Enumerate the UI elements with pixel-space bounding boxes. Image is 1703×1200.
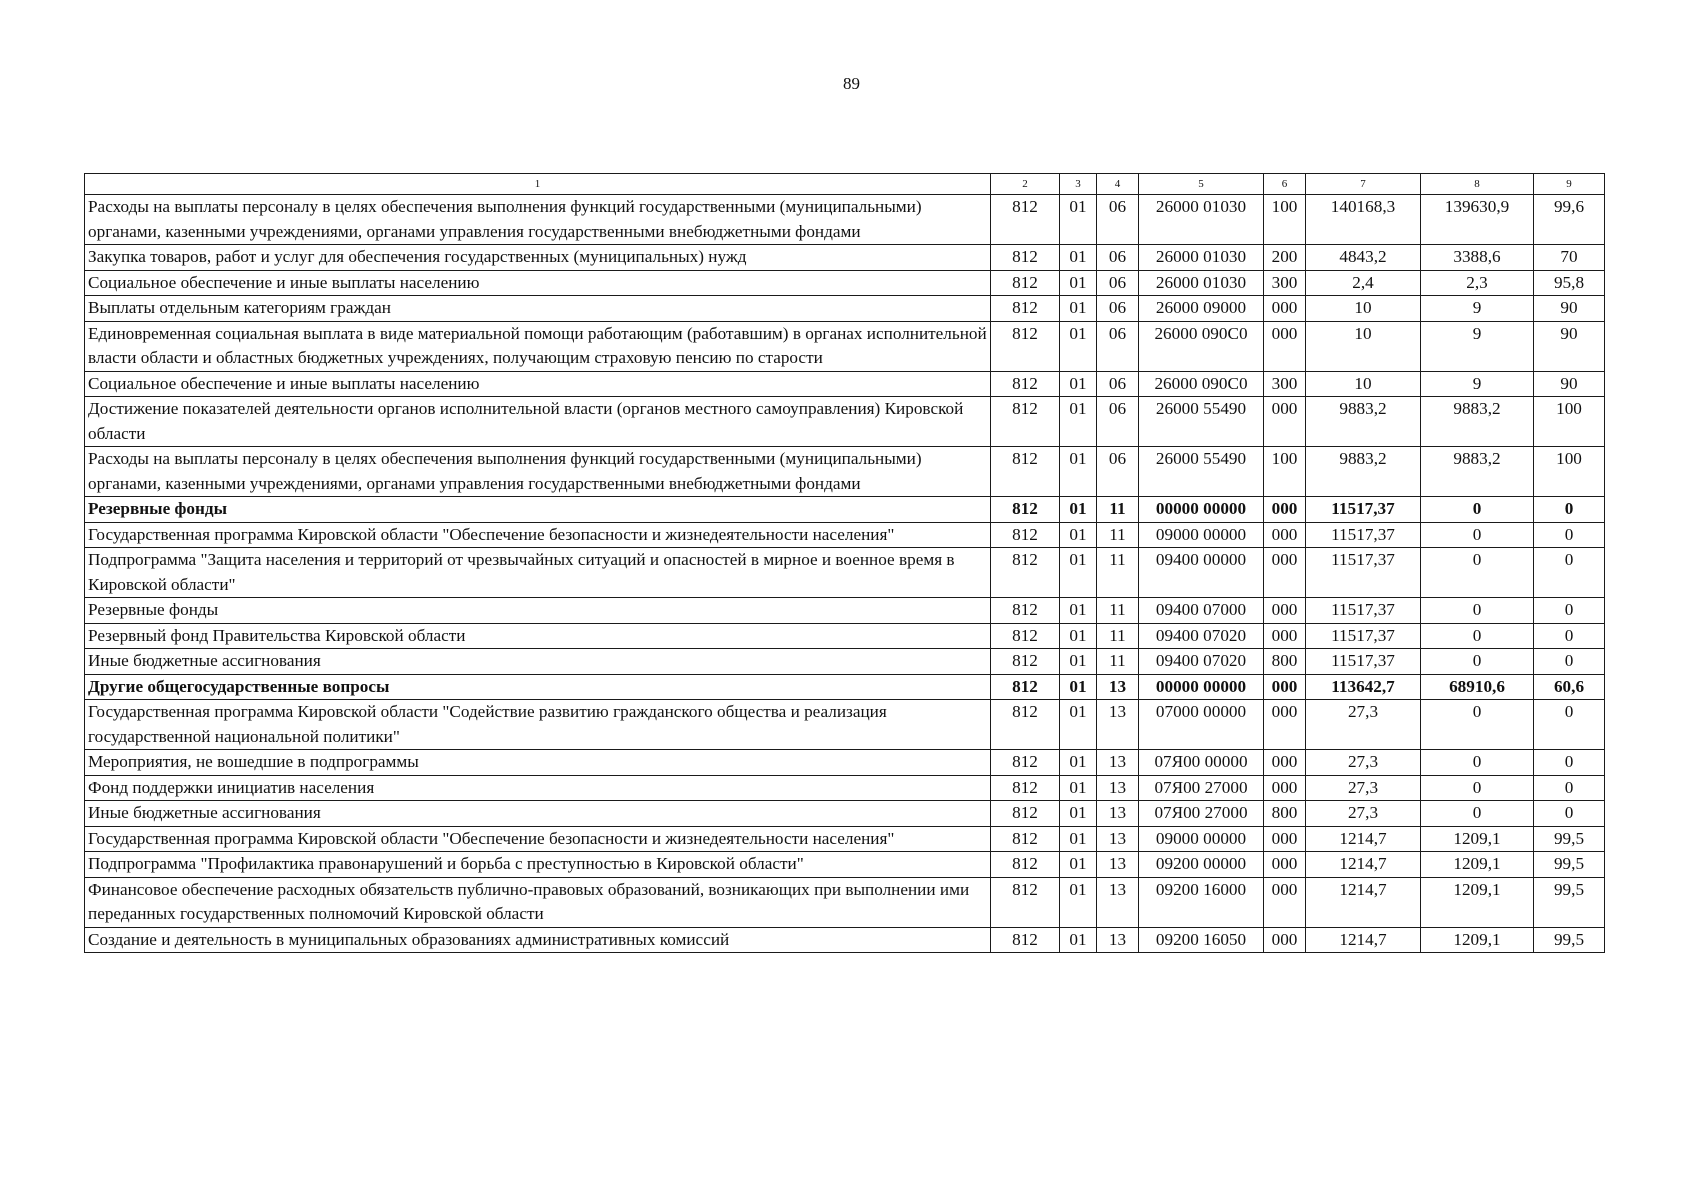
code-gr-cell: 812 bbox=[991, 296, 1060, 322]
row-name-cell: Государственная программа Кировской области "Обеспечение безопасности и жизнедеятельности населения" bbox=[85, 522, 991, 548]
code-vr-cell: 000 bbox=[1264, 497, 1306, 523]
plan-amount-cell: 10 bbox=[1306, 321, 1421, 371]
header-cell: 2 bbox=[991, 174, 1060, 195]
row-name-cell: Единовременная социальная выплата в виде материальной помощи работающим (работавшим) в органах исполнительной власти области и областных бюджетных учреждениях, получающим страховую пенсию по старости bbox=[85, 321, 991, 371]
code-vr-cell: 200 bbox=[1264, 245, 1306, 271]
plan-amount-cell: 27,3 bbox=[1306, 801, 1421, 827]
code-gr-cell: 812 bbox=[991, 623, 1060, 649]
code-vr-cell: 000 bbox=[1264, 548, 1306, 598]
percent-cell: 95,8 bbox=[1534, 270, 1605, 296]
plan-amount-cell: 11517,37 bbox=[1306, 497, 1421, 523]
code-gr-cell: 812 bbox=[991, 321, 1060, 371]
code-gr-cell: 812 bbox=[991, 548, 1060, 598]
code-pr-cell: 06 bbox=[1097, 321, 1139, 371]
code-csr-cell: 00000 00000 bbox=[1139, 674, 1264, 700]
actual-amount-cell: 9883,2 bbox=[1421, 447, 1534, 497]
code-gr-cell: 812 bbox=[991, 775, 1060, 801]
code-csr-cell: 26000 01030 bbox=[1139, 195, 1264, 245]
code-pr-cell: 06 bbox=[1097, 245, 1139, 271]
code-rz-cell: 01 bbox=[1060, 548, 1097, 598]
table-row bbox=[85, 522, 1605, 548]
code-rz-cell: 01 bbox=[1060, 371, 1097, 397]
code-rz-cell: 01 bbox=[1060, 649, 1097, 675]
percent-cell: 0 bbox=[1534, 623, 1605, 649]
row-name-cell: Создание и деятельность в муниципальных образованиях административных комиссий bbox=[85, 927, 991, 953]
table-row bbox=[85, 927, 1605, 953]
header-cell: 1 bbox=[85, 174, 991, 195]
plan-amount-cell: 11517,37 bbox=[1306, 598, 1421, 624]
plan-amount-cell: 2,4 bbox=[1306, 270, 1421, 296]
code-csr-cell: 09400 07020 bbox=[1139, 623, 1264, 649]
code-rz-cell: 01 bbox=[1060, 195, 1097, 245]
code-csr-cell: 07Я00 00000 bbox=[1139, 750, 1264, 776]
code-gr-cell: 812 bbox=[991, 927, 1060, 953]
table-row bbox=[85, 700, 1605, 750]
code-csr-cell: 26000 01030 bbox=[1139, 270, 1264, 296]
code-gr-cell: 812 bbox=[991, 245, 1060, 271]
code-gr-cell: 812 bbox=[991, 877, 1060, 927]
code-pr-cell: 11 bbox=[1097, 548, 1139, 598]
code-rz-cell: 01 bbox=[1060, 927, 1097, 953]
code-vr-cell: 000 bbox=[1264, 522, 1306, 548]
plan-amount-cell: 10 bbox=[1306, 371, 1421, 397]
code-rz-cell: 01 bbox=[1060, 296, 1097, 322]
table-row bbox=[85, 649, 1605, 675]
table-row bbox=[85, 270, 1605, 296]
code-rz-cell: 01 bbox=[1060, 700, 1097, 750]
row-name-cell: Расходы на выплаты персоналу в целях обеспечения выполнения функций государственными (муниципальными) органами, казенными учреждениями, органами управления государственными внебюджетными фондами bbox=[85, 195, 991, 245]
code-rz-cell: 01 bbox=[1060, 598, 1097, 624]
code-pr-cell: 13 bbox=[1097, 801, 1139, 827]
code-pr-cell: 11 bbox=[1097, 623, 1139, 649]
plan-amount-cell: 27,3 bbox=[1306, 750, 1421, 776]
row-name-cell: Подпрограмма "Профилактика правонарушений и борьба с преступностью в Кировской области" bbox=[85, 852, 991, 878]
row-name-cell: Фонд поддержки инициатив населения bbox=[85, 775, 991, 801]
code-rz-cell: 01 bbox=[1060, 245, 1097, 271]
actual-amount-cell: 1209,1 bbox=[1421, 927, 1534, 953]
plan-amount-cell: 11517,37 bbox=[1306, 649, 1421, 675]
table-header-row bbox=[85, 174, 1605, 195]
code-pr-cell: 06 bbox=[1097, 447, 1139, 497]
header-cell: 9 bbox=[1534, 174, 1605, 195]
percent-cell: 60,6 bbox=[1534, 674, 1605, 700]
plan-amount-cell: 113642,7 bbox=[1306, 674, 1421, 700]
table-row bbox=[85, 877, 1605, 927]
code-rz-cell: 01 bbox=[1060, 522, 1097, 548]
actual-amount-cell: 0 bbox=[1421, 623, 1534, 649]
code-vr-cell: 300 bbox=[1264, 270, 1306, 296]
actual-amount-cell: 3388,6 bbox=[1421, 245, 1534, 271]
code-pr-cell: 13 bbox=[1097, 700, 1139, 750]
header-cell: 3 bbox=[1060, 174, 1097, 195]
table-row bbox=[85, 623, 1605, 649]
code-csr-cell: 07Я00 27000 bbox=[1139, 775, 1264, 801]
row-name-cell: Мероприятия, не вошедшие в подпрограммы bbox=[85, 750, 991, 776]
code-rz-cell: 01 bbox=[1060, 623, 1097, 649]
actual-amount-cell: 0 bbox=[1421, 497, 1534, 523]
code-pr-cell: 13 bbox=[1097, 877, 1139, 927]
code-gr-cell: 812 bbox=[991, 497, 1060, 523]
header-cell: 8 bbox=[1421, 174, 1534, 195]
code-vr-cell: 000 bbox=[1264, 852, 1306, 878]
percent-cell: 0 bbox=[1534, 548, 1605, 598]
code-csr-cell: 09400 00000 bbox=[1139, 548, 1264, 598]
actual-amount-cell: 2,3 bbox=[1421, 270, 1534, 296]
code-rz-cell: 01 bbox=[1060, 852, 1097, 878]
code-vr-cell: 000 bbox=[1264, 775, 1306, 801]
code-vr-cell: 000 bbox=[1264, 598, 1306, 624]
plan-amount-cell: 1214,7 bbox=[1306, 852, 1421, 878]
code-gr-cell: 812 bbox=[991, 371, 1060, 397]
plan-amount-cell: 4843,2 bbox=[1306, 245, 1421, 271]
code-gr-cell: 812 bbox=[991, 397, 1060, 447]
actual-amount-cell: 9 bbox=[1421, 371, 1534, 397]
row-name-cell: Достижение показателей деятельности органов исполнительной власти (органов местного самоуправления) Кировской области bbox=[85, 397, 991, 447]
actual-amount-cell: 0 bbox=[1421, 801, 1534, 827]
percent-cell: 0 bbox=[1534, 700, 1605, 750]
code-rz-cell: 01 bbox=[1060, 321, 1097, 371]
table-row bbox=[85, 497, 1605, 523]
page-number: 89 bbox=[843, 74, 860, 93]
code-pr-cell: 11 bbox=[1097, 598, 1139, 624]
code-vr-cell: 800 bbox=[1264, 649, 1306, 675]
percent-cell: 99,5 bbox=[1534, 826, 1605, 852]
code-vr-cell: 000 bbox=[1264, 700, 1306, 750]
code-pr-cell: 06 bbox=[1097, 296, 1139, 322]
code-csr-cell: 09400 07020 bbox=[1139, 649, 1264, 675]
code-csr-cell: 00000 00000 bbox=[1139, 497, 1264, 523]
row-name-cell: Резервный фонд Правительства Кировской области bbox=[85, 623, 991, 649]
plan-amount-cell: 140168,3 bbox=[1306, 195, 1421, 245]
code-csr-cell: 09200 00000 bbox=[1139, 852, 1264, 878]
code-rz-cell: 01 bbox=[1060, 497, 1097, 523]
percent-cell: 90 bbox=[1534, 296, 1605, 322]
code-gr-cell: 812 bbox=[991, 750, 1060, 776]
table-row bbox=[85, 674, 1605, 700]
code-vr-cell: 100 bbox=[1264, 195, 1306, 245]
code-vr-cell: 000 bbox=[1264, 397, 1306, 447]
row-name-cell: Финансовое обеспечение расходных обязательств публично-правовых образований, возникающих при выполнении ими переданных государственных полномочий Кировской области bbox=[85, 877, 991, 927]
code-rz-cell: 01 bbox=[1060, 674, 1097, 700]
actual-amount-cell: 9 bbox=[1421, 296, 1534, 322]
code-csr-cell: 09000 00000 bbox=[1139, 522, 1264, 548]
row-name-cell: Резервные фонды bbox=[85, 598, 991, 624]
percent-cell: 99,5 bbox=[1534, 877, 1605, 927]
code-gr-cell: 812 bbox=[991, 826, 1060, 852]
row-name-cell: Закупка товаров, работ и услуг для обеспечения государственных (муниципальных) нужд bbox=[85, 245, 991, 271]
table-row bbox=[85, 750, 1605, 776]
table-row bbox=[85, 447, 1605, 497]
code-pr-cell: 13 bbox=[1097, 674, 1139, 700]
plan-amount-cell: 27,3 bbox=[1306, 700, 1421, 750]
header-cell: 6 bbox=[1264, 174, 1306, 195]
code-csr-cell: 26000 090С0 bbox=[1139, 321, 1264, 371]
plan-amount-cell: 1214,7 bbox=[1306, 927, 1421, 953]
code-pr-cell: 11 bbox=[1097, 497, 1139, 523]
header-cell: 7 bbox=[1306, 174, 1421, 195]
code-pr-cell: 13 bbox=[1097, 750, 1139, 776]
code-rz-cell: 01 bbox=[1060, 801, 1097, 827]
code-rz-cell: 01 bbox=[1060, 270, 1097, 296]
code-csr-cell: 26000 01030 bbox=[1139, 245, 1264, 271]
percent-cell: 90 bbox=[1534, 371, 1605, 397]
percent-cell: 0 bbox=[1534, 750, 1605, 776]
code-rz-cell: 01 bbox=[1060, 877, 1097, 927]
row-name-cell: Государственная программа Кировской области "Обеспечение безопасности и жизнедеятельности населения" bbox=[85, 826, 991, 852]
table-row bbox=[85, 598, 1605, 624]
code-pr-cell: 11 bbox=[1097, 522, 1139, 548]
code-gr-cell: 812 bbox=[991, 195, 1060, 245]
row-name-cell: Социальное обеспечение и иные выплаты населению bbox=[85, 371, 991, 397]
percent-cell: 0 bbox=[1534, 522, 1605, 548]
percent-cell: 100 bbox=[1534, 397, 1605, 447]
actual-amount-cell: 0 bbox=[1421, 700, 1534, 750]
code-csr-cell: 26000 09000 bbox=[1139, 296, 1264, 322]
row-name-cell: Иные бюджетные ассигнования bbox=[85, 801, 991, 827]
code-vr-cell: 000 bbox=[1264, 321, 1306, 371]
actual-amount-cell: 9 bbox=[1421, 321, 1534, 371]
plan-amount-cell: 9883,2 bbox=[1306, 447, 1421, 497]
code-pr-cell: 06 bbox=[1097, 371, 1139, 397]
actual-amount-cell: 0 bbox=[1421, 750, 1534, 776]
code-gr-cell: 812 bbox=[991, 700, 1060, 750]
code-gr-cell: 812 bbox=[991, 270, 1060, 296]
percent-cell: 0 bbox=[1534, 598, 1605, 624]
code-vr-cell: 000 bbox=[1264, 296, 1306, 322]
table-row bbox=[85, 296, 1605, 322]
actual-amount-cell: 0 bbox=[1421, 548, 1534, 598]
budget-table bbox=[84, 173, 1605, 953]
actual-amount-cell: 0 bbox=[1421, 649, 1534, 675]
code-vr-cell: 000 bbox=[1264, 674, 1306, 700]
code-csr-cell: 09000 00000 bbox=[1139, 826, 1264, 852]
code-pr-cell: 11 bbox=[1097, 649, 1139, 675]
table-row bbox=[85, 548, 1605, 598]
row-name-cell: Резервные фонды bbox=[85, 497, 991, 523]
table-row bbox=[85, 195, 1605, 245]
percent-cell: 99,5 bbox=[1534, 852, 1605, 878]
table-row bbox=[85, 826, 1605, 852]
code-vr-cell: 000 bbox=[1264, 877, 1306, 927]
actual-amount-cell: 1209,1 bbox=[1421, 877, 1534, 927]
table-row bbox=[85, 852, 1605, 878]
table-row bbox=[85, 397, 1605, 447]
plan-amount-cell: 9883,2 bbox=[1306, 397, 1421, 447]
code-vr-cell: 000 bbox=[1264, 623, 1306, 649]
code-pr-cell: 13 bbox=[1097, 852, 1139, 878]
actual-amount-cell: 0 bbox=[1421, 775, 1534, 801]
actual-amount-cell: 1209,1 bbox=[1421, 852, 1534, 878]
plan-amount-cell: 1214,7 bbox=[1306, 877, 1421, 927]
header-cell: 5 bbox=[1139, 174, 1264, 195]
percent-cell: 99,5 bbox=[1534, 927, 1605, 953]
row-name-cell: Государственная программа Кировской области "Содействие развитию гражданского общества и реализация государственной национальной политики" bbox=[85, 700, 991, 750]
code-pr-cell: 13 bbox=[1097, 927, 1139, 953]
code-rz-cell: 01 bbox=[1060, 397, 1097, 447]
table-row bbox=[85, 801, 1605, 827]
code-vr-cell: 000 bbox=[1264, 927, 1306, 953]
actual-amount-cell: 68910,6 bbox=[1421, 674, 1534, 700]
plan-amount-cell: 11517,37 bbox=[1306, 522, 1421, 548]
percent-cell: 100 bbox=[1534, 447, 1605, 497]
percent-cell: 99,6 bbox=[1534, 195, 1605, 245]
code-gr-cell: 812 bbox=[991, 522, 1060, 548]
row-name-cell: Другие общегосударственные вопросы bbox=[85, 674, 991, 700]
code-vr-cell: 100 bbox=[1264, 447, 1306, 497]
code-pr-cell: 06 bbox=[1097, 195, 1139, 245]
code-gr-cell: 812 bbox=[991, 801, 1060, 827]
code-rz-cell: 01 bbox=[1060, 826, 1097, 852]
table-row bbox=[85, 775, 1605, 801]
actual-amount-cell: 0 bbox=[1421, 598, 1534, 624]
code-vr-cell: 300 bbox=[1264, 371, 1306, 397]
code-pr-cell: 13 bbox=[1097, 826, 1139, 852]
actual-amount-cell: 139630,9 bbox=[1421, 195, 1534, 245]
actual-amount-cell: 1209,1 bbox=[1421, 826, 1534, 852]
code-csr-cell: 26000 55490 bbox=[1139, 397, 1264, 447]
plan-amount-cell: 11517,37 bbox=[1306, 623, 1421, 649]
code-gr-cell: 812 bbox=[991, 598, 1060, 624]
row-name-cell: Социальное обеспечение и иные выплаты населению bbox=[85, 270, 991, 296]
code-rz-cell: 01 bbox=[1060, 775, 1097, 801]
table-row bbox=[85, 371, 1605, 397]
percent-cell: 70 bbox=[1534, 245, 1605, 271]
code-csr-cell: 26000 090С0 bbox=[1139, 371, 1264, 397]
code-csr-cell: 26000 55490 bbox=[1139, 447, 1264, 497]
code-csr-cell: 07Я00 27000 bbox=[1139, 801, 1264, 827]
code-pr-cell: 13 bbox=[1097, 775, 1139, 801]
code-vr-cell: 000 bbox=[1264, 750, 1306, 776]
row-name-cell: Расходы на выплаты персоналу в целях обеспечения выполнения функций государственными (муниципальными) органами, казенными учреждениями, органами управления государственными внебюджетными фондами bbox=[85, 447, 991, 497]
row-name-cell: Иные бюджетные ассигнования bbox=[85, 649, 991, 675]
code-gr-cell: 812 bbox=[991, 649, 1060, 675]
percent-cell: 0 bbox=[1534, 775, 1605, 801]
actual-amount-cell: 0 bbox=[1421, 522, 1534, 548]
percent-cell: 90 bbox=[1534, 321, 1605, 371]
plan-amount-cell: 27,3 bbox=[1306, 775, 1421, 801]
code-vr-cell: 000 bbox=[1264, 826, 1306, 852]
code-gr-cell: 812 bbox=[991, 447, 1060, 497]
row-name-cell: Подпрограмма "Защита населения и территорий от чрезвычайных ситуаций и опасностей в мирное и военное время в Кировской области" bbox=[85, 548, 991, 598]
table-row bbox=[85, 245, 1605, 271]
header-cell: 4 bbox=[1097, 174, 1139, 195]
code-vr-cell: 800 bbox=[1264, 801, 1306, 827]
code-csr-cell: 09200 16050 bbox=[1139, 927, 1264, 953]
code-gr-cell: 812 bbox=[991, 852, 1060, 878]
percent-cell: 0 bbox=[1534, 497, 1605, 523]
row-name-cell: Выплаты отдельным категориям граждан bbox=[85, 296, 991, 322]
table-row bbox=[85, 321, 1605, 371]
percent-cell: 0 bbox=[1534, 801, 1605, 827]
actual-amount-cell: 9883,2 bbox=[1421, 397, 1534, 447]
code-csr-cell: 09400 07000 bbox=[1139, 598, 1264, 624]
plan-amount-cell: 10 bbox=[1306, 296, 1421, 322]
code-pr-cell: 06 bbox=[1097, 270, 1139, 296]
code-csr-cell: 07000 00000 bbox=[1139, 700, 1264, 750]
code-rz-cell: 01 bbox=[1060, 447, 1097, 497]
code-csr-cell: 09200 16000 bbox=[1139, 877, 1264, 927]
code-gr-cell: 812 bbox=[991, 674, 1060, 700]
percent-cell: 0 bbox=[1534, 649, 1605, 675]
code-pr-cell: 06 bbox=[1097, 397, 1139, 447]
plan-amount-cell: 1214,7 bbox=[1306, 826, 1421, 852]
plan-amount-cell: 11517,37 bbox=[1306, 548, 1421, 598]
code-rz-cell: 01 bbox=[1060, 750, 1097, 776]
